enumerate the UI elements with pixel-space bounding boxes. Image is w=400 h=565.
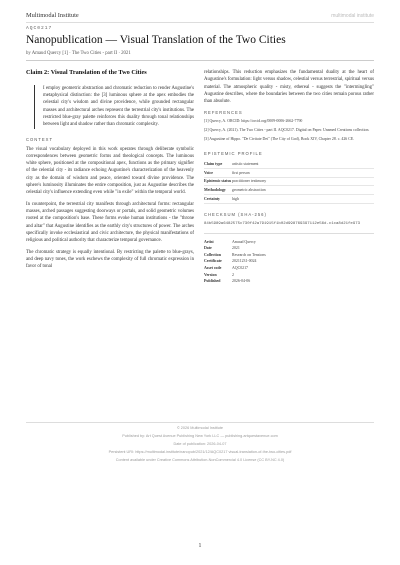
row-value: Amaud Quercy [232, 239, 256, 244]
table-row [204, 186, 374, 195]
row-value: high [232, 195, 374, 204]
row-value: artistic statement [232, 160, 374, 168]
row-key: Methodology [204, 186, 232, 195]
row-key: Artist [204, 239, 214, 244]
context-paragraph: The visual vocabulary deployed in this work operates through deliberate symbolic correspondences between geometric forms and theological concepts. The luminous white sphere, positioned at the compositional apex, functions as the primary signifier of the celestial city - its radiance echoing Augustine's characterization of the heavenly city as the domain of wisdom and peace, oriented toward divine providence. The sphere's luminosity illuminates the entire composition, just as Augustine describes the celestial city's influence extending even while "in exile" within the temporal world. [26, 146, 194, 196]
row-value: Research on Tensions [232, 252, 266, 257]
reference-item: [3] Augustine of Hippo. "De Civitate Dei" (The City of God), Book XIV, Chapter 28. c. 426 CE. [204, 137, 355, 142]
table-row [204, 278, 374, 285]
metadata-divider [204, 233, 374, 234]
page-number: 1 [198, 543, 202, 549]
title-divider [26, 60, 374, 61]
row-value: 2021 [232, 246, 240, 251]
byline: by Amaud Quercy [1] · The Two Cities - part II · 2021 [26, 51, 131, 56]
references-list [204, 119, 374, 143]
right-column [204, 70, 374, 284]
left-column [26, 70, 194, 275]
row-key: Certificate [204, 259, 222, 264]
row-key: Voice [204, 168, 232, 177]
row-value: first person [232, 168, 374, 177]
institute-watermark: multimodal institute [331, 13, 374, 19]
row-value: 20211231-0024 [232, 259, 257, 264]
row-key: Published [204, 279, 221, 284]
publisher-line: Published by: Art Quest Avenue Publishing New York LLC — publishing.artquestavenue.com [122, 434, 278, 438]
table-row [204, 238, 374, 245]
table-row [204, 160, 374, 168]
table-row [204, 265, 374, 272]
row-value: geometric abstraction [232, 186, 374, 195]
row-key: Version [204, 272, 217, 277]
publication-date-line: Date of publication: 2026-04-07 [173, 442, 227, 446]
epistemic-profile-heading: EPISTEMIC PROFILE [204, 150, 263, 156]
institute-name: Multimodal Institute [26, 12, 79, 19]
context-paragraph: In counterpoint, the terrestrial city manifests through architectural forms: rectangular masses, arched passages suggesting doorways or portals, and solid geometric volumes rooted at the composition's base. These forms evoke human institutions - the "throne and altar" that Augustine identifies as the earthly city's structures of power. The arches specifically invoke ecclesiastical and civic architecture, the physical manifestations of religious and political authority that characterize temporal governance. [26, 201, 194, 244]
table-row [204, 251, 374, 258]
document-id: AQC0217 [26, 26, 53, 31]
claim-abstract: I employ geometric abstraction and chromatic reduction to render Augustine's metaphysical distinction: the [3] luminous sphere at the apex embodies the celestial city's wisdom and divine providence, while grounded rectangular masses and architectural arches represent the terrestrial city's institutions. The restricted blue-gray palette reinforces this duality through tonal relationships between light and shadow rather than chromatic complexity. [34, 85, 194, 129]
row-value: AQC0217 [232, 265, 248, 270]
table-row [204, 177, 374, 186]
metadata-table [204, 238, 374, 284]
context-paragraph-continued: relationships. This reduction emphasizes the fundamental duality at the heart of Augustine's formulation: light versus shadow, celestial versus terrestrial, spiritual versus material. The atmospheric quality - misty, ethereal - suggests the "intermingling" Augustine describes, where the boundaries between the two cities remain porous rather than absolute. [204, 70, 374, 105]
reference-item: [1] Quercy, A. ORCID: https://orcid.org/0009-0006-2662-7790 [204, 119, 303, 124]
checksum-heading: CHECKSUM (SHA-256) [204, 211, 267, 217]
context-heading: CONTEXT [26, 136, 54, 142]
row-value: 2 [232, 272, 234, 277]
page-title: Nanopublication — Visual Translation of the Two Cities [26, 34, 286, 46]
header-divider [26, 22, 374, 23]
reference-item: [2] Quercy, A. (2021). The Two Cities - part II. AQC0217. Digital on Paper. Unamed Creations collection. [204, 128, 370, 133]
row-key: Epistemic status [204, 177, 232, 186]
table-row [204, 245, 374, 252]
copyright-line: © 2026 Multimodal Institute [176, 426, 224, 430]
claim-heading: Claim 2: Visual Translation of the Two Cities [26, 69, 147, 76]
row-key: Asset code [204, 265, 222, 270]
row-value: practitioner testimony [232, 177, 374, 186]
row-key: Claim type [204, 160, 232, 168]
references-heading: REFERENCES [204, 110, 243, 116]
context-paragraph: The chromatic strategy is equally intentional. By restricting the palette to blue-grays, and deep navy tones, the work eschews the complexity of full chromatic expression in favor of tonal [26, 249, 194, 270]
table-row [204, 258, 374, 265]
row-key: Date [204, 246, 212, 251]
table-row [204, 168, 374, 177]
row-key: Certainty [204, 195, 232, 204]
license-line: Content available under Creative Commons Attribution-NonCommercial 4.0 License (CC BY-NC 4.0) [115, 458, 285, 462]
row-value: 2026-04-06 [232, 279, 251, 284]
row-key: Collection [204, 252, 221, 257]
table-row [204, 195, 374, 204]
checksum-value: 84b5989a6482575c730f42a791915f1b02d998769397112e56d-c1ca8d21fe973 [204, 221, 361, 226]
table-row [204, 271, 374, 278]
epistemic-profile-table [204, 160, 374, 204]
persistent-uri-line: Persistent URI: https://multimodal.institute/nanopub/2021/12/AQC0217 visual-translation-of-the-two-cities.pdf [108, 450, 292, 454]
page-footer [26, 422, 374, 462]
